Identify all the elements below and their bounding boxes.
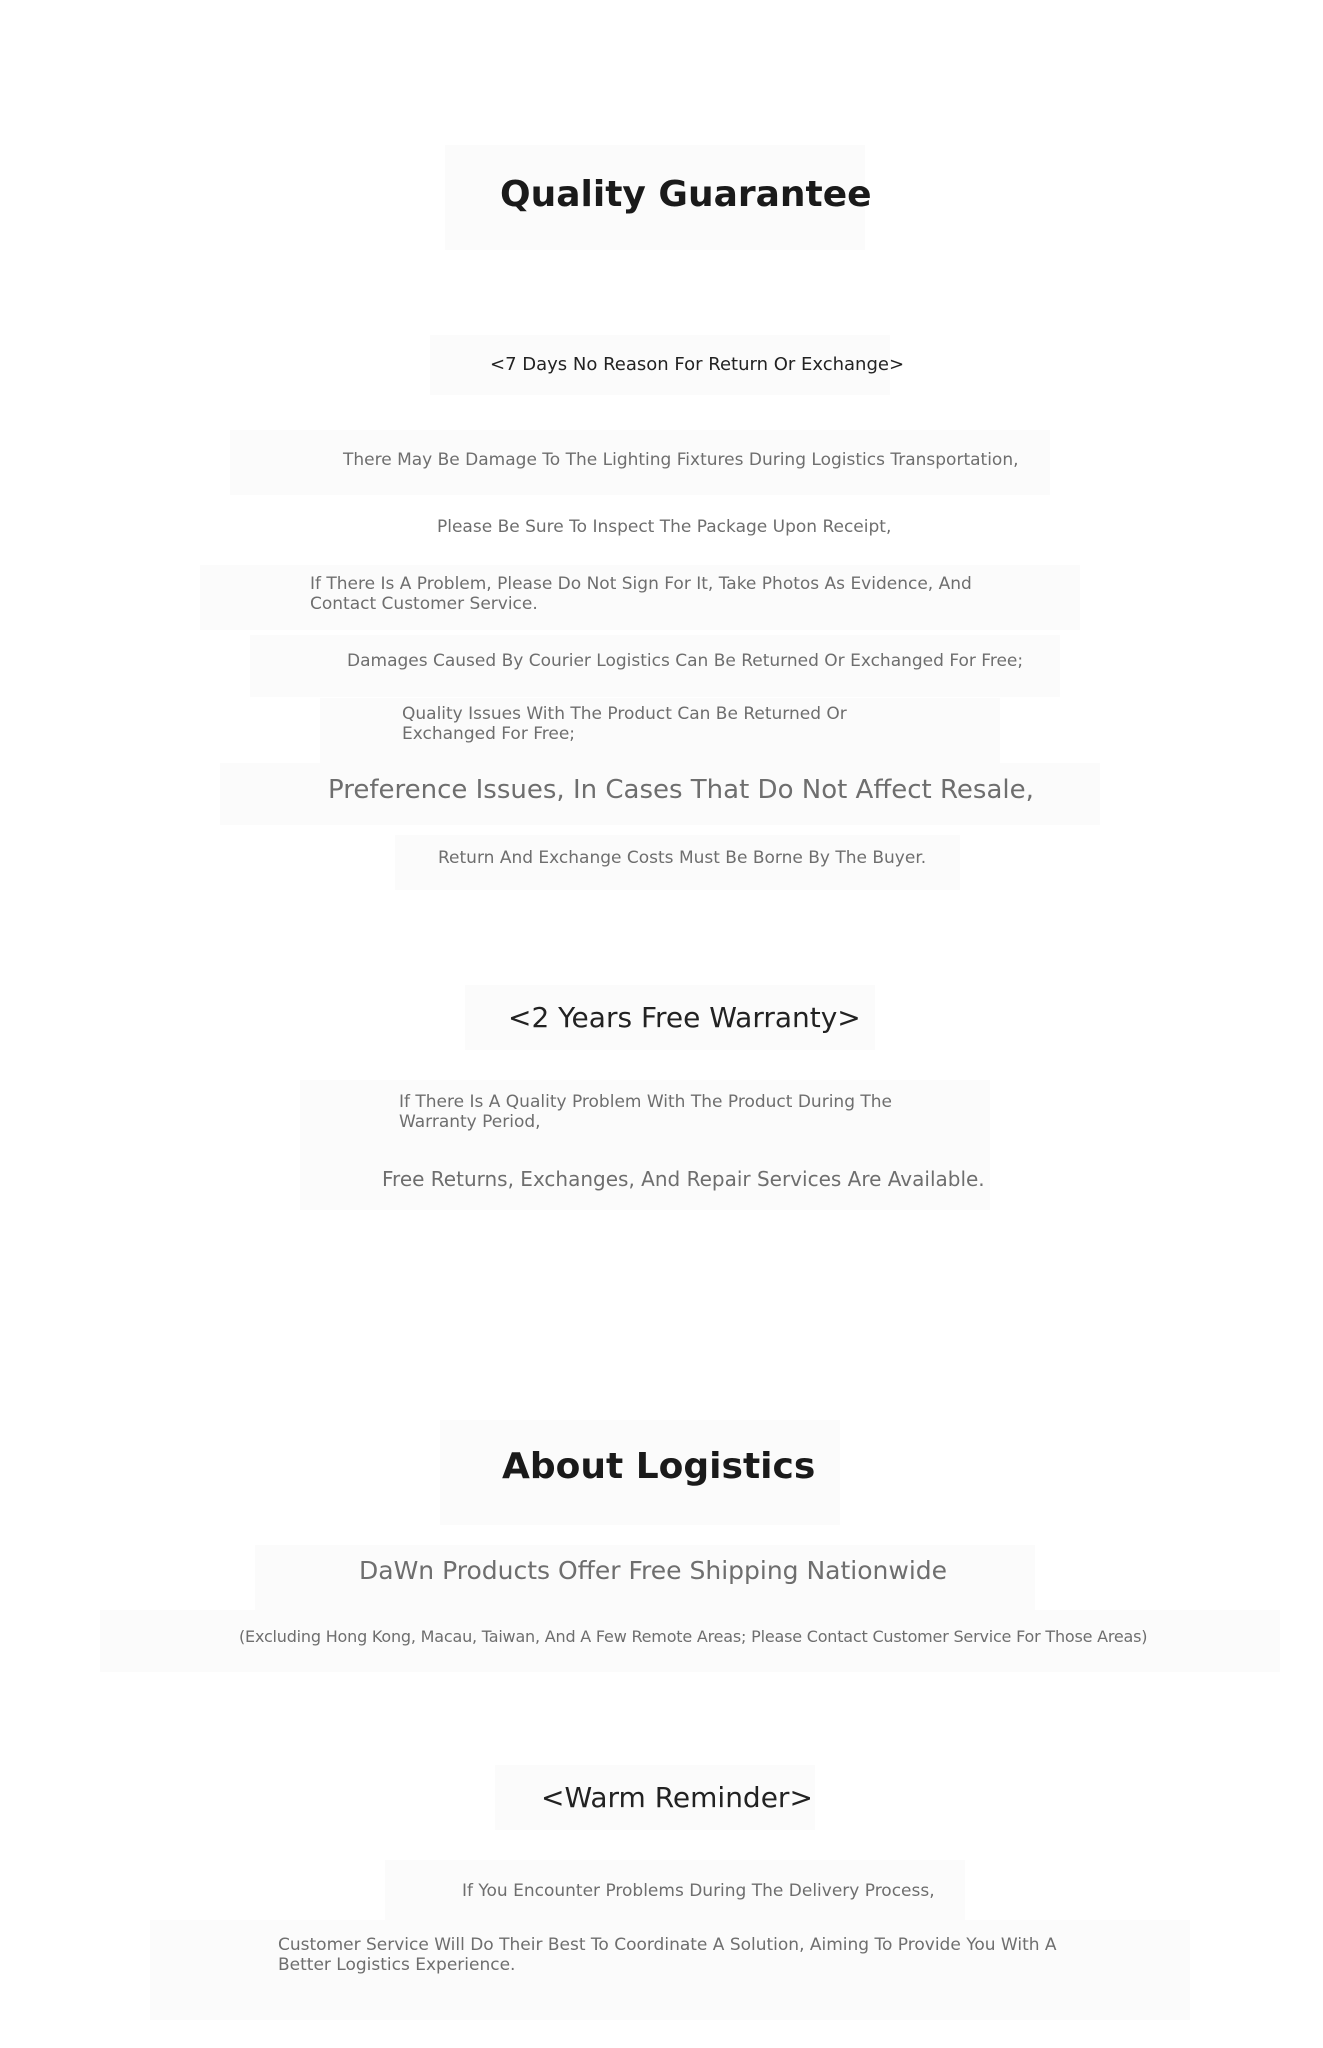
exclusion-line: (Excluding Hong Kong, Macau, Taiwan, And A Few Remote Areas; Please Contact Customer Service For Those Areas) [239, 1627, 1148, 1646]
line-costs: Return And Exchange Costs Must Be Borne By The Buyer. [438, 848, 927, 868]
reminder-line-problems: If You Encounter Problems During The Delivery Process, [462, 1881, 935, 1901]
return-heading: <7 Days No Reason For Return Or Exchange> [490, 354, 905, 375]
line-inspect: Please Be Sure To Inspect The Package Upon Receipt, [437, 517, 892, 537]
line-preference: Preference Issues, In Cases That Do Not Affect Resale, [328, 775, 1034, 805]
line-courier: Damages Caused By Courier Logistics Can Be Returned Or Exchanged For Free; [347, 651, 1024, 671]
line-problem: If There Is A Problem, Please Do Not Sign For It, Take Photos As Evidence, And Contact Customer Service. [310, 574, 972, 614]
reminder-line-service: Customer Service Will Do Their Best To Coordinate A Solution, Aiming To Provide You With A Better Logistics Experience. [278, 1935, 1057, 1975]
quality-title: Quality Guarantee [500, 174, 872, 215]
warranty-line-period: If There Is A Quality Problem With The Product During The Warranty Period, [399, 1092, 892, 1132]
shipping-line: DaWn Products Offer Free Shipping Nationwide [359, 1556, 948, 1585]
logistics-title: About Logistics [502, 1446, 816, 1487]
warranty-line-services: Free Returns, Exchanges, And Repair Services Are Available. [382, 1167, 985, 1191]
reminder-heading: <Warm Reminder> [541, 1781, 813, 1814]
line-quality-issues: Quality Issues With The Product Can Be Returned Or Exchanged For Free; [402, 704, 847, 744]
line-damage: There May Be Damage To The Lighting Fixtures During Logistics Transportation, [343, 450, 1019, 470]
warranty-heading: <2 Years Free Warranty> [508, 1001, 861, 1034]
